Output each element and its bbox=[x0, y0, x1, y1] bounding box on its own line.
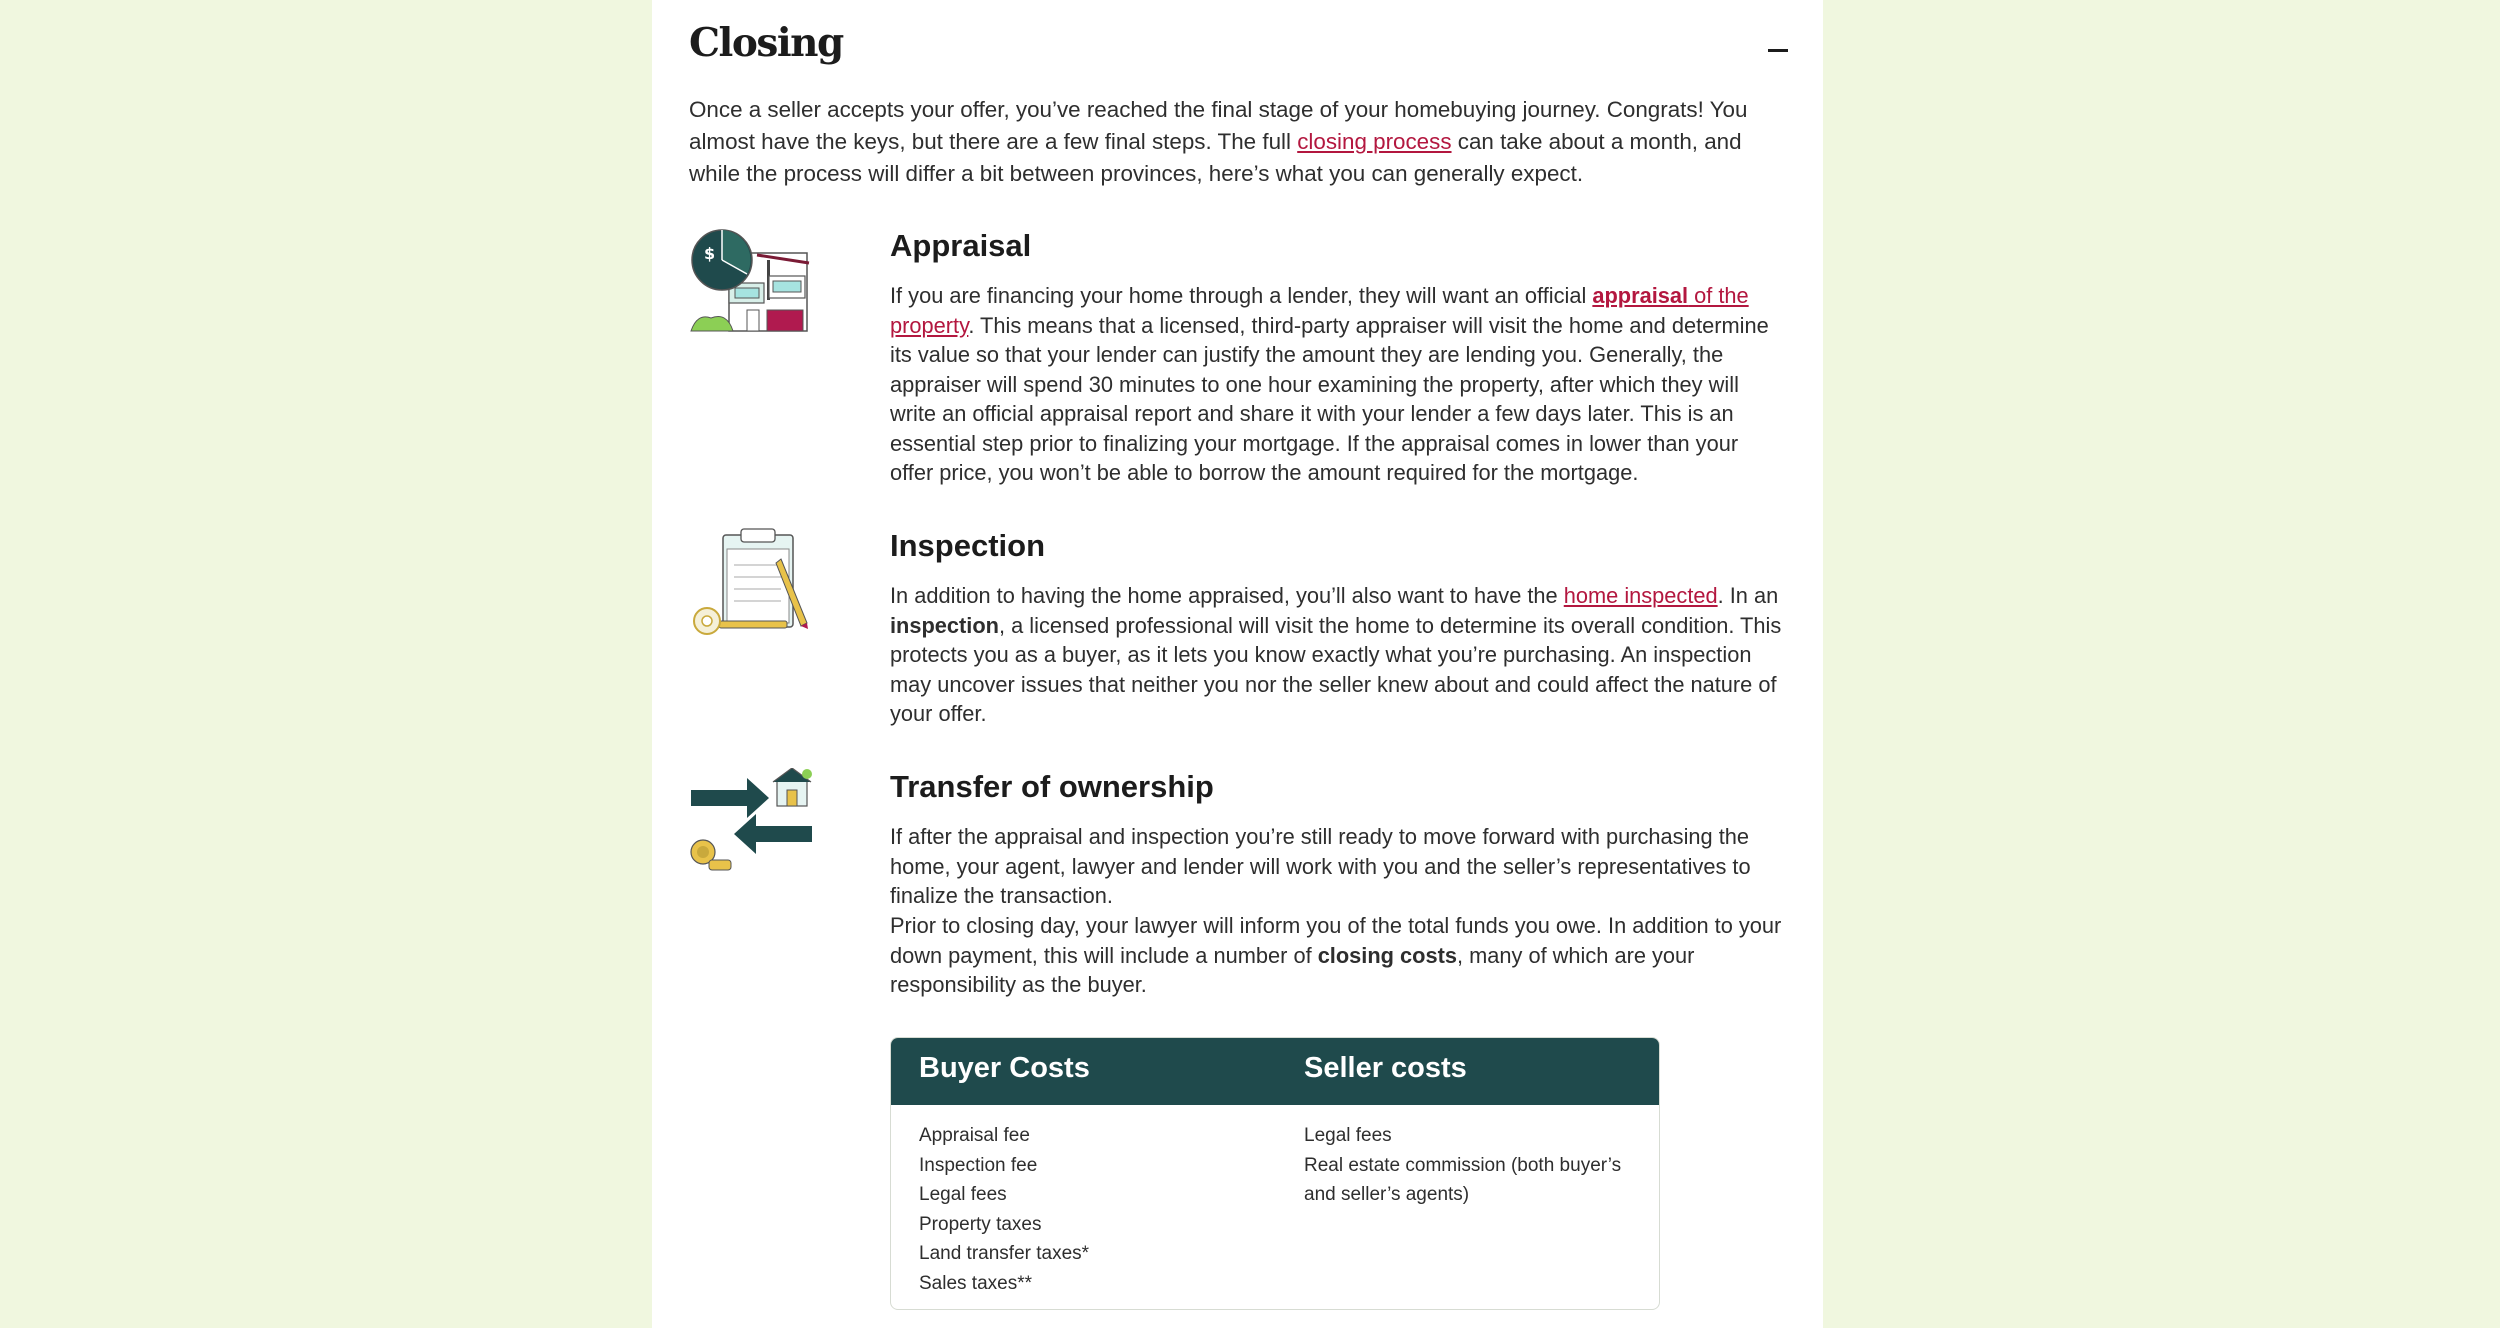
inspection-text-end: , a licensed professional will visit the home to determine its overall condition. This protects you as a buyer, as it lets you know exactly what you’re purchasing. An inspection may uncover issues that neither you nor the seller knew about and could affect the nature of your offer. bbox=[890, 612, 1782, 726]
house-appraisal-icon bbox=[689, 228, 814, 338]
closing-costs-bold: closing costs bbox=[1317, 942, 1457, 968]
buyer-costs-header: Buyer Costs bbox=[919, 1052, 1090, 1084]
buyer-costs-list bbox=[919, 1121, 1089, 1298]
transfer-text-end: , many of which are your responsibility as the buyer. bbox=[890, 942, 1695, 997]
appraisal-paragraph bbox=[890, 281, 1785, 488]
inspection-text-mid: . In an bbox=[1717, 583, 1779, 608]
closing-process-link[interactable]: closing process bbox=[1297, 129, 1452, 154]
inspection-title: Inspection bbox=[890, 528, 1046, 563]
intro-text-end: can take about a month, and while the process will differ a bit between provinces, here’s what you can generally expect. bbox=[689, 129, 1742, 186]
intro-text: Once a seller accepts your offer, you’ve reached the final stage of your homebuying journey. Congrats! You almost have the keys, but there are a few final steps. The full bbox=[689, 97, 1748, 154]
transfer-paragraph-1: If after the appraisal and inspection you’re still ready to move forward with purchasing the home, your agent, lawyer and lender will work with you and the seller’s representatives to finalize the transaction. bbox=[890, 824, 1751, 908]
list-item: Property taxes bbox=[919, 1213, 1042, 1235]
intro-paragraph bbox=[689, 94, 1789, 190]
list-item: Legal fees bbox=[1304, 1125, 1392, 1146]
table-header bbox=[891, 1038, 1659, 1105]
transfer-arrows-icon bbox=[689, 768, 814, 878]
appraisal-text-end: . This means that a licensed, third-party appraiser will visit the home and determine its value so that your lender can justify the amount they are lending you. Generally, the appraiser will spend 30 minutes to one hour examining the property, after which they will write an official appraisal report and share it with your lender a few days later. This is an essential step prior to finalizing your mortgage. If the appraisal comes in lower than your offer price, you won’t be able to borrow the amount required for the mortgage. bbox=[890, 312, 1769, 485]
appraisal-title: Appraisal bbox=[890, 228, 1032, 263]
list-item: Appraisal fee bbox=[919, 1125, 1030, 1146]
inspection-paragraph bbox=[890, 581, 1785, 729]
minus-icon bbox=[1768, 49, 1788, 52]
closing-costs-table bbox=[890, 1037, 1660, 1310]
inspection-text: In addition to having the home appraised, you’ll also want to have the bbox=[890, 583, 1564, 608]
transfer-paragraph-2 bbox=[890, 911, 1785, 1000]
svg-text:$: $ bbox=[704, 244, 716, 263]
inspection-bold: inspection bbox=[890, 612, 999, 638]
content-panel bbox=[652, 0, 1823, 1328]
section-title: Closing bbox=[689, 20, 843, 66]
collapse-button[interactable] bbox=[1762, 33, 1796, 67]
appraisal-text: If you are financing your home through a lender, they will want an official bbox=[890, 283, 1593, 308]
list-item: Legal fees bbox=[919, 1184, 1007, 1205]
list-item: Real estate commission (both buyer’s bbox=[1304, 1154, 1622, 1176]
seller-costs-header: Seller costs bbox=[1304, 1052, 1467, 1084]
list-item: Land transfer taxes* bbox=[919, 1243, 1090, 1264]
transfer-title: Transfer of ownership bbox=[890, 769, 1214, 804]
list-item: Sales taxes** bbox=[919, 1272, 1033, 1294]
list-item: and seller’s agents) bbox=[1304, 1184, 1470, 1205]
transfer-text: Prior to closing day, your lawyer will inform you of the total funds you owe. In addition to your down payment, this will include a number of bbox=[890, 913, 1782, 968]
seller-costs-list bbox=[1304, 1121, 1621, 1210]
appraisal-link-rest: of the property bbox=[890, 283, 1749, 338]
home-inspected-link[interactable]: home inspected bbox=[1563, 583, 1718, 608]
list-item: Inspection fee bbox=[919, 1154, 1038, 1176]
appraisal-link-bold: appraisal bbox=[1592, 283, 1689, 308]
clipboard-inspection-icon bbox=[689, 525, 814, 635]
